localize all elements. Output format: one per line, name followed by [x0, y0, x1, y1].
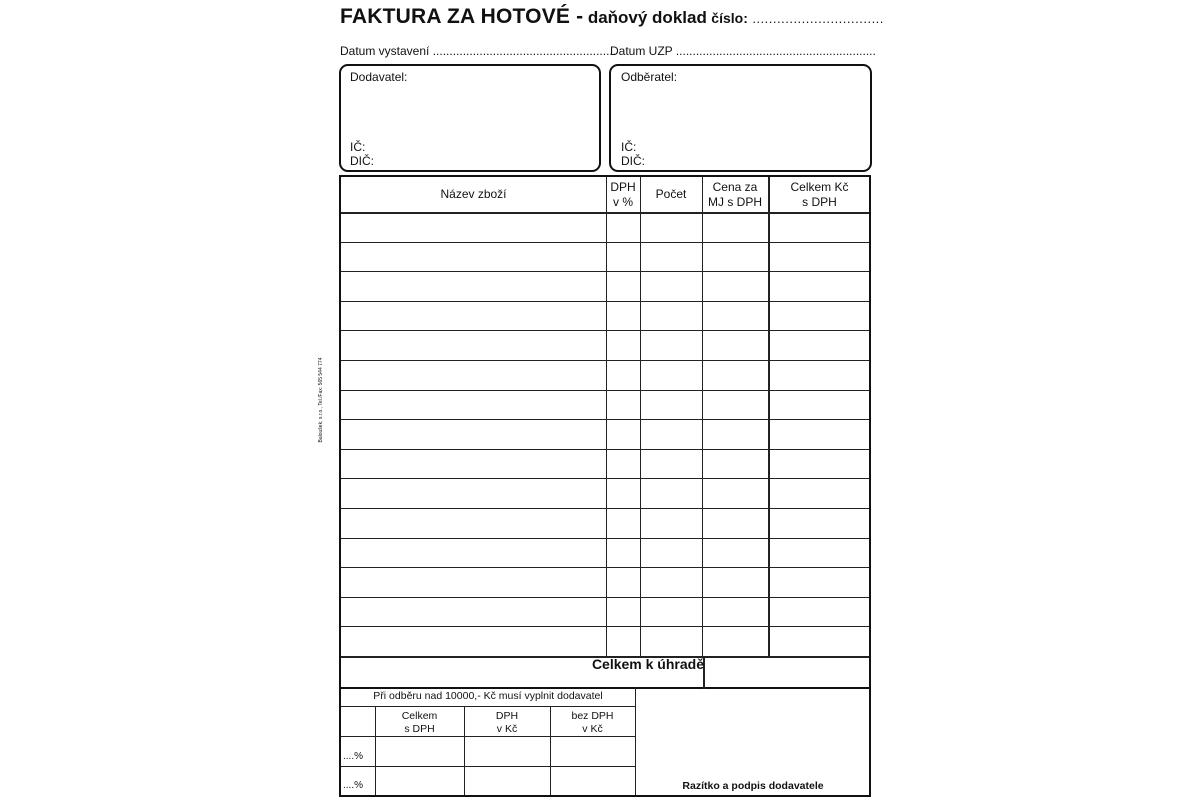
table-row[interactable] — [341, 508, 869, 538]
stamp-signature-label: Razítko a podpis dodavatele — [682, 780, 824, 792]
invoice-number-label: číslo: — [711, 10, 748, 26]
supplier-label: Dodavatel: — [350, 70, 408, 84]
table-row[interactable] — [341, 212, 869, 242]
title-main: FAKTURA ZA HOTOVÉ - — [340, 5, 584, 28]
issue-date-label: Datum vystavení — [340, 44, 430, 58]
table-row[interactable] — [341, 626, 869, 656]
uzp-date-label: Datum UZP — [610, 44, 673, 58]
vat-row-divider — [341, 766, 635, 767]
uzp-date-row — [610, 44, 876, 58]
table-row[interactable] — [341, 478, 869, 508]
issue-date-field[interactable]: ....................................................... — [432, 44, 617, 58]
table-row[interactable] — [341, 538, 869, 568]
column-header-unit-price: Cena za MJ s DPH — [708, 180, 762, 209]
vat-header-total-with-vat: Celkem s DPH — [401, 710, 438, 735]
table-row[interactable] — [341, 301, 869, 331]
vat-header-vat-amount: DPH v Kč — [495, 710, 519, 735]
issue-date-row — [340, 44, 616, 58]
document-title — [340, 5, 884, 29]
vat-header-divider — [341, 736, 635, 737]
table-row[interactable] — [341, 271, 869, 301]
vat-rate-row-1[interactable]: ....% — [343, 751, 364, 762]
items-table — [339, 175, 871, 689]
invoice-number-field[interactable]: ................................ — [752, 11, 884, 26]
customer-ic-label: IČ: — [621, 140, 637, 154]
table-row[interactable] — [341, 567, 869, 597]
table-row[interactable] — [341, 330, 869, 360]
total-due-field[interactable] — [705, 658, 869, 686]
vat-header-without-vat: bez DPH v Kč — [571, 710, 614, 735]
table-row[interactable] — [341, 419, 869, 449]
title-sub: daňový doklad — [587, 8, 707, 27]
vat-note-divider — [341, 706, 635, 707]
stamp-signature-area[interactable] — [637, 689, 869, 777]
side-print-text: Baloušek, s.r.o., Tel./Fax: 565 544 774 — [318, 357, 324, 443]
column-header-total: Celkem Kč s DPH — [790, 180, 849, 209]
table-row[interactable] — [341, 360, 869, 390]
table-row[interactable] — [341, 390, 869, 420]
supplier-box[interactable] — [339, 64, 601, 172]
column-header-name: Název zboží — [440, 187, 507, 201]
column-header-quantity: Počet — [655, 187, 687, 201]
table-row[interactable] — [341, 242, 869, 272]
vat-summary-section — [339, 687, 871, 797]
customer-box[interactable] — [609, 64, 872, 172]
table-row[interactable] — [341, 597, 869, 627]
column-header-vat-rate: DPH v % — [610, 180, 636, 209]
vat-rate-row-2[interactable]: ....% — [343, 780, 364, 791]
total-due-label: Celkem k úhradě — [591, 656, 704, 672]
stamp-divider — [635, 687, 636, 795]
vat-note: Při odběru nad 10000,- Kč musí vyplnit dodavatel — [373, 690, 603, 702]
supplier-dic-label: DIČ: — [350, 154, 374, 168]
uzp-date-field[interactable]: ............................................................ — [675, 44, 876, 58]
customer-dic-label: DIČ: — [621, 154, 645, 168]
customer-label: Odběratel: — [621, 70, 678, 84]
supplier-ic-label: IČ: — [350, 140, 366, 154]
table-row[interactable] — [341, 449, 869, 479]
